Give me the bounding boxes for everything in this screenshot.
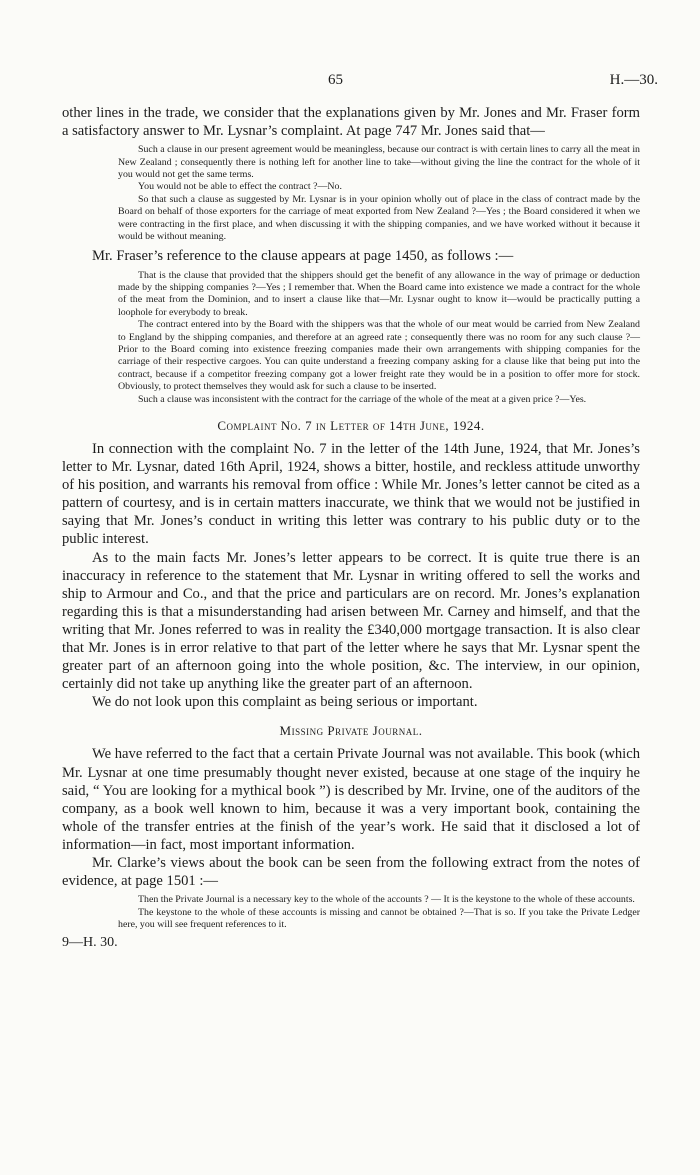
page-header: [0, 72, 700, 92]
paragraph: other lines in the trade, we consider that the explanations given by Mr. Jones and Mr. Fraser form a satisfactory answer to Mr. Lysnar’s complaint. At page 747 Mr. Jones said that—: [62, 105, 640, 140]
evidence-quote: So that such a clause as suggested by Mr. Lysnar is in your opinion wholly out of place in the class of contract made by the Board on behalf of those exporters for the carriage of meat exported from New Zealand ?—Yes ; the Board considered it when we were contracting in the first place, and when discussing it with the shipping companies, and we have worked without it because it would be without meaning.: [118, 193, 640, 243]
evidence-quote: That is the clause that provided that the shippers should get the benefit of any allowance in the way of primage or deduction made by the shipping companies ?—Yes ; I remember that. When the Board came into existence we made a contract for the whole of the meat from the Dominion, and to insert a clause like that—Mr. Lysnar ought to know it—would be practically putting a loophole for everybody to break.: [118, 269, 640, 318]
paragraph: In connection with the complaint No. 7 in the letter of the 14th June, 1924, that Mr. Jones’s letter to Mr. Lysnar, dated 16th April, 1924, shows a bitter, hostile, and reckless attitude unworthy of his position, and warrants his removal from office : While Mr. Jones’s letter cannot be cited as a pattern of courtesy, and is in certain matters inaccurate, we think that we would not be justified in saying that Mr. Jones’s conduct in writing this letter was contrary to his public duty or to the public interest.: [62, 441, 640, 548]
evidence-quote: Such a clause was inconsistent with the contract for the carriage of the whole of the meat at a given price ?—Yes.: [138, 393, 587, 405]
document-reference: H.—30.: [609, 72, 658, 88]
evidence-quote: The keystone to the whole of these accounts is missing and cannot be obtained ?—That is so. If you take the Private Ledger here, you will see frequent references to it.: [118, 906, 640, 930]
section-heading: Complaint No. 7 in Letter of 14th June, 1924.: [217, 418, 485, 433]
paragraph: As to the main facts Mr. Jones’s letter appears to be correct. It is quite true there is an inaccuracy in reference to the statement that Mr. Lysnar in writing offered to sell the works and ship to Armour and Co., and that the price and particulars are on record. Mr. Jones’s explanation regarding this is that a misunderstanding had arisen between Mr. Carney and himself, and that the writing that Mr. Jones referred to was in reality the £340,000 mortgage transaction. It is also clear that Mr. Jones is in error relative to that part of the letter where he says that Mr. Lysnar spent the greater part of an afternoon going into the whole position, &c. The interview, in our opinion, certainly did not take up anything like the greater part of an afternoon.: [62, 549, 640, 693]
evidence-quote: Then the Private Journal is a necessary key to the whole of the accounts ? — It is the keystone to the whole of these accounts.: [138, 894, 635, 906]
evidence-quote: Such a clause in our present agreement would be meaningless, because our contract is with certain lines to carry all the meat in New Zealand ; consequently there is nothing left for another line to take—without giving the line the contract for the whole of it you would not get the same terms.: [118, 144, 640, 180]
signature-mark: 9—H. 30.: [62, 935, 118, 951]
paragraph: Mr. Fraser’s reference to the clause appears at page 1450, as follows :—: [92, 248, 514, 265]
evidence-quote: The contract entered into by the Board with the shippers was that the whole of our meat would be carried from New Zealand to England by the shipping companies, and therefore at an agreed rate ; consequently there was no room for any such clause ?—Prior to the Board coming into existence freezing companies made their own arrangements with shipping companies for the carriage of their respective cargoes. You can quite understand a freezing company asking for a clause like that being put into the contract, because if a competitor freezing company got a lower freight rate they would be in a position to offer more for stock. Obviously, to protect themselves they would ask for such a clause to be inserted.: [118, 319, 640, 393]
section-heading: Missing Private Journal.: [279, 723, 423, 739]
paragraph: We do not look upon this complaint as being serious or important.: [92, 694, 478, 711]
page-number: 65: [328, 72, 343, 88]
paragraph: Mr. Clarke’s views about the book can be seen from the following extract from the notes of evidence, at page 1501 :—: [62, 854, 640, 890]
paragraph: We have referred to the fact that a certain Private Journal was not available. This book (which Mr. Lysnar at one time presumably thought never existed, because at one stage of the inquiry he said, “ You are looking for a mythical book ”) is described by Mr. Irvine, one of the auditors of the company, as a book well known to him, because it was a very important book, containing the whole of the transfer entries at the finish of the year’s work. He said that it disclosed a lot of information—in fact, most important information.: [62, 746, 640, 853]
page-body: [62, 104, 640, 951]
evidence-quote: You would not be able to effect the contract ?—No.: [138, 181, 342, 193]
